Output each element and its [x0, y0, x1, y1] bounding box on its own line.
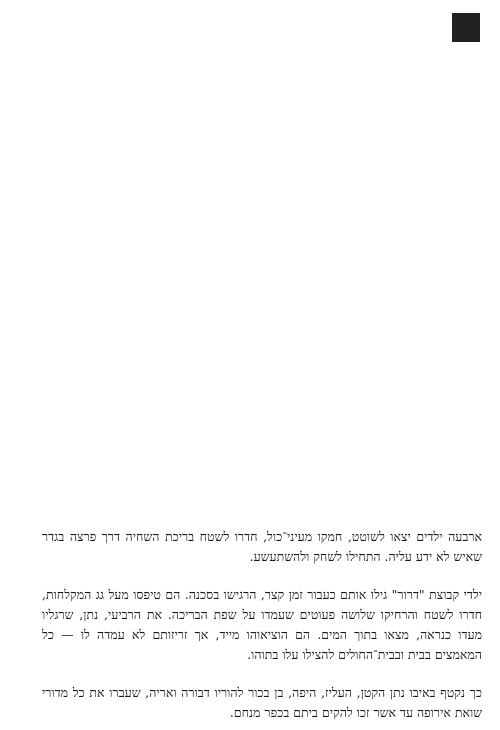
paragraph: ארבעה ילדים יצאו לשוטט, חמקו מעיני־כול, חדרו לשטח בריכת השחיה דרך פרצה בגדר שאיש לא ידע עליה. התחילו לשחק ולהשתעשע.: [42, 529, 482, 564]
paragraph: ילדי קבוצת "דרור" גילו אותם כעבור זמן קצר, הרגישו בסכנה. הם טיפסו מעל גג המקלחות, חדרו לשטח והרחיקו שלושה פעוטים שעמדו על שפת הבריכה. את הרביעי, נתן, שרגליו מעדו כנראה, מצאו בתוך המים. הם הוציאוהו מייד, אך זריזותם לא עמדה לו — כל המאמצים בבית ובבית־החולים להצילו עלו בתוהו.: [42, 587, 482, 662]
corner-block: [452, 13, 480, 42]
memorial-text: [42, 527, 482, 723]
paragraph: כך נקטף באיבו נתן הקטן, העליז, היפה, בן בכור להוריו דבורה ואריה, שעברו את כל מדורי שואת אירופה עד אשר זכו להקים ביתם בכפר מנחם.: [42, 685, 482, 720]
